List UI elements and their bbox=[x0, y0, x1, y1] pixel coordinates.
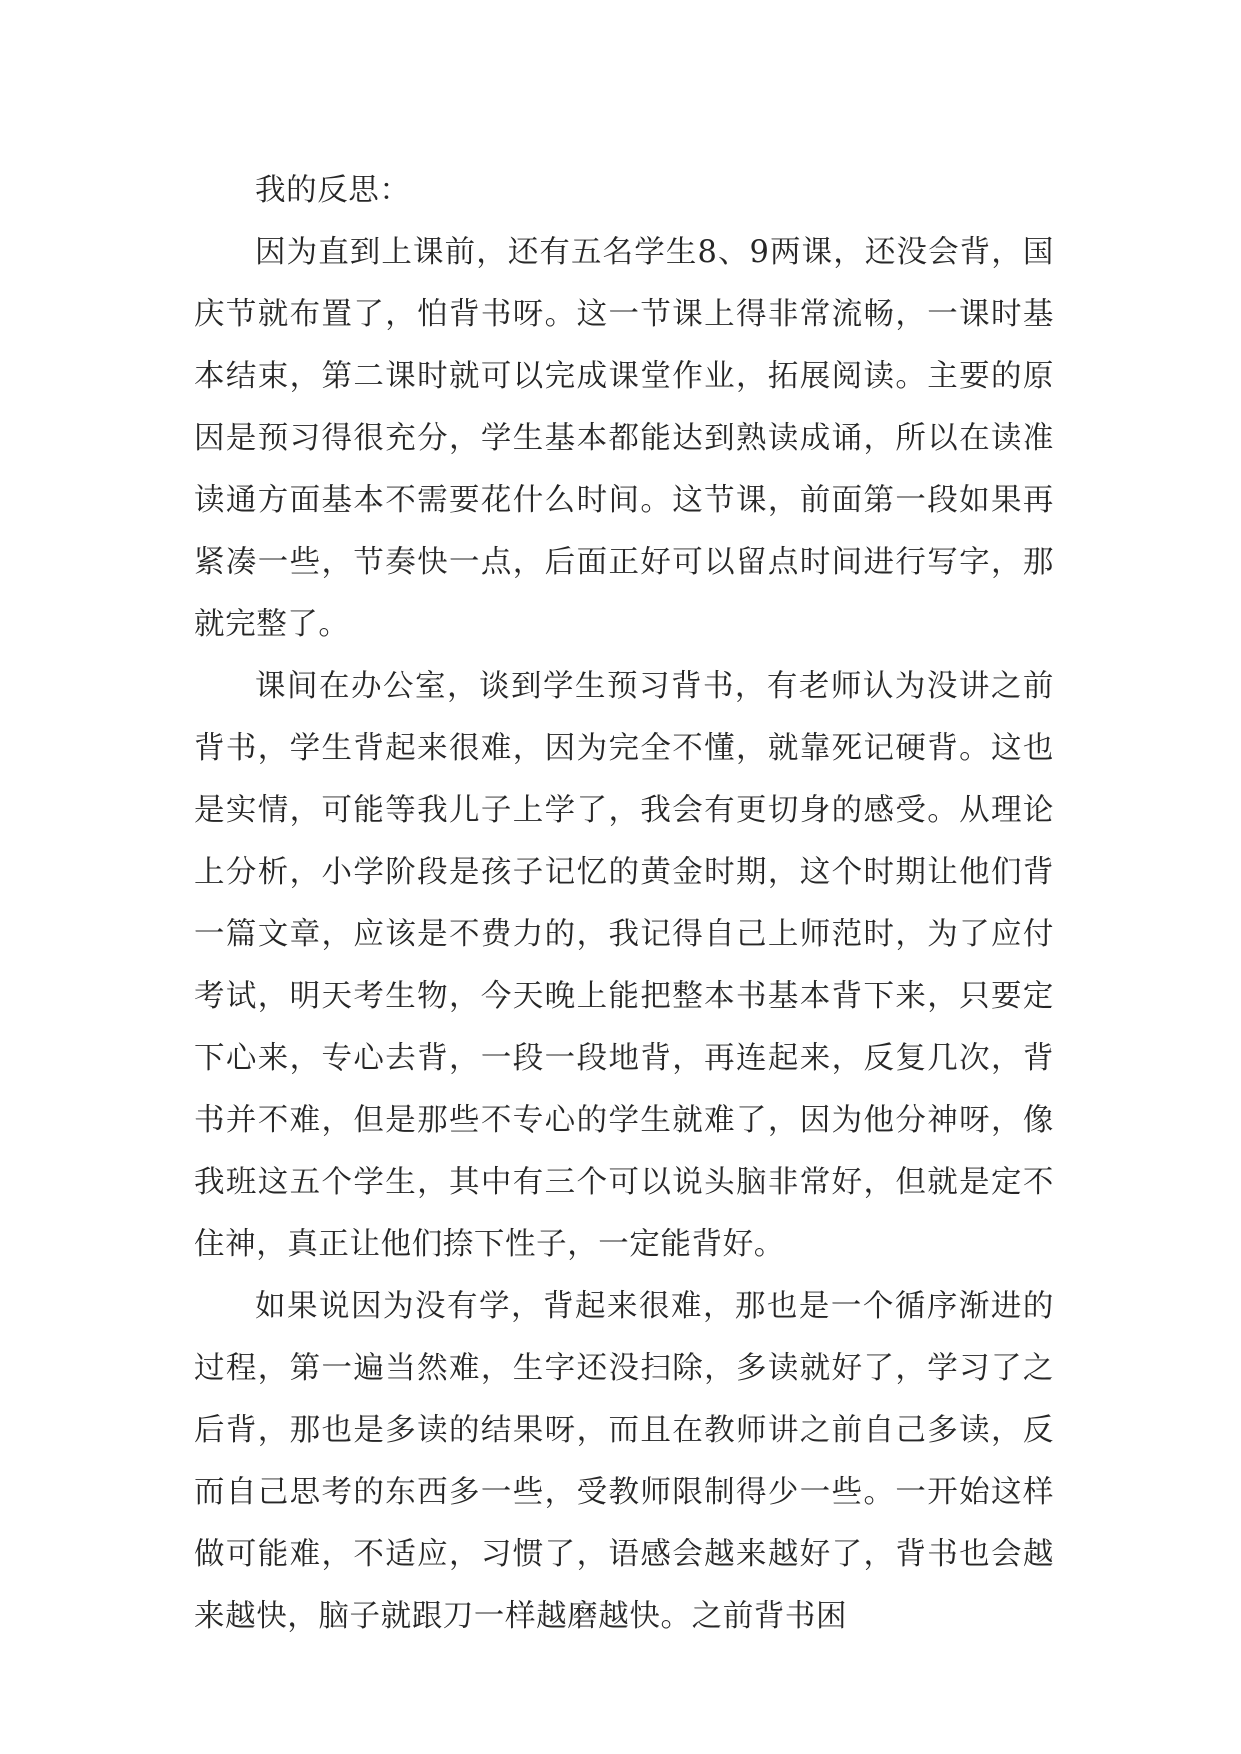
reflection-heading: 我的反思： bbox=[255, 173, 411, 208]
paragraph-3: 如果说因为没有学，背起来很难，那也是一个循序渐进的过程，第一遍当然难，生字还没扫除，多读就好了，学习了之后背，那也是多读的结果呀，而且在教师讲之前自己多读，反而自己思考的东西多一些，受教师限制得少一些。一开始这样做可能难，不适应，习惯了，语感会越来越好了，背书也会越来越快，脑子就跟刀一样越磨越快。之前背书困 bbox=[194, 1289, 1054, 1634]
paragraph-2: 课间在办公室，谈到学生预习背书，有老师认为没讲之前背书，学生背起来很难，因为完全不懂，就靠死记硬背。这也是实情，可能等我儿子上学了，我会有更切身的感受。从理论上分析，小学阶段是孩子记忆的黄金时期，这个时期让他们背一篇文章，应该是不费力的，我记得自己上师范时，为了应付考试，明天考生物，今天晚上能把整本书基本背下来，只要定下心来，专心去背，一段一段地背，再连起来，反复几次，背书并不难，但是那些不专心的学生就难了，因为他分神呀，像我班这五个学生，其中有三个可以说头脑非常好，但就是定不住神，真正让他们捺下性子，一定能背好。 bbox=[194, 669, 1054, 1262]
document-body bbox=[194, 160, 1054, 1648]
paragraph-1: 因为直到上课前，还有五名学生8、9两课，还没会背，国庆节就布置了，怕背书呀。这一节课上得非常流畅，一课时基本结束，第二课时就可以完成课堂作业，拓展阅读。主要的原因是预习得很充分，学生基本都能达到熟读成诵，所以在读准读通方面基本不需要花什么时间。这节课，前面第一段如果再紧凑一些，节奏快一点，后面正好可以留点时间进行写字，那就完整了。 bbox=[194, 235, 1054, 642]
